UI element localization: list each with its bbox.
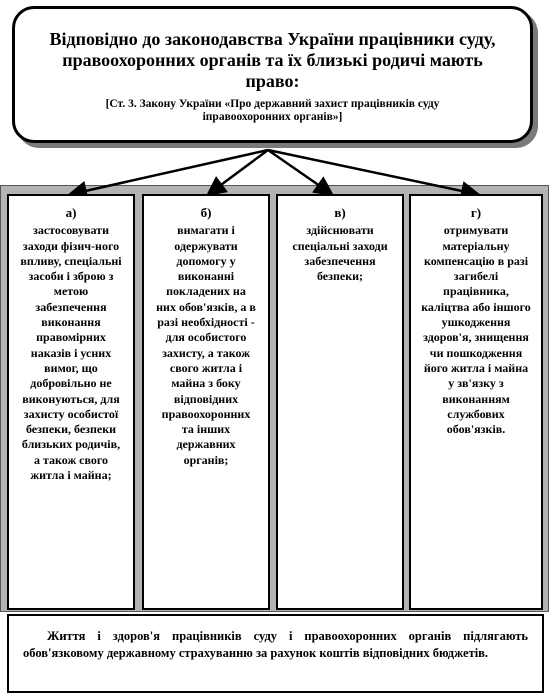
header-title: Відповідно до законодавства України працівники суду, правоохоронних органів та їх близькі родичі мають право: [49,29,496,91]
column-a-letter: а) [65,205,77,220]
column-b [142,194,270,610]
header-reference: [Ст. 3. Закону України «Про державний захист працівників суду іправоохоронних органів»] [105,98,440,123]
column-d-letter: г) [470,205,482,220]
column-a-text: застосовувати заходи фізич-ного впливу, спеціальні засоби і зброю з метою забезпечення виконання правомірних наказів і усних вимог, що добровільно не виконуються, для захисту особистої безпеки, безпеки близьких родичів, а також свого житла і майна; [20,223,122,483]
footer-box [7,614,544,693]
footer-text: Життя і здоров'я працівників суду і правоохоронних органів підлягають обов'язковому державному страхуванню за рахунок коштів відповідних бюджетів. [23,629,528,660]
column-b-letter: б) [200,205,212,220]
column-d [409,194,543,610]
column-b-text: вимагати і одержувати допомогу у виконанні покладених на них обов'язків, а в разі необхідності - для особистого захисту, а також свого житла і майна з боку відповідних правоохоронних та інших державних органів; [156,223,256,467]
column-c [276,194,404,610]
column-a [7,194,135,610]
column-c-text: здійснювати спеціальні заходи забезпечення безпеки; [292,223,388,284]
column-c-letter: в) [334,205,346,220]
column-d-text: отримувати матеріальну компенсацію в разі загибелі працівника, каліцтва або іншого ушкодження здоров'я, знищення чи пошкодження його житла і майна у зв'язку з виконанням службових обов'язків. [421,223,531,437]
